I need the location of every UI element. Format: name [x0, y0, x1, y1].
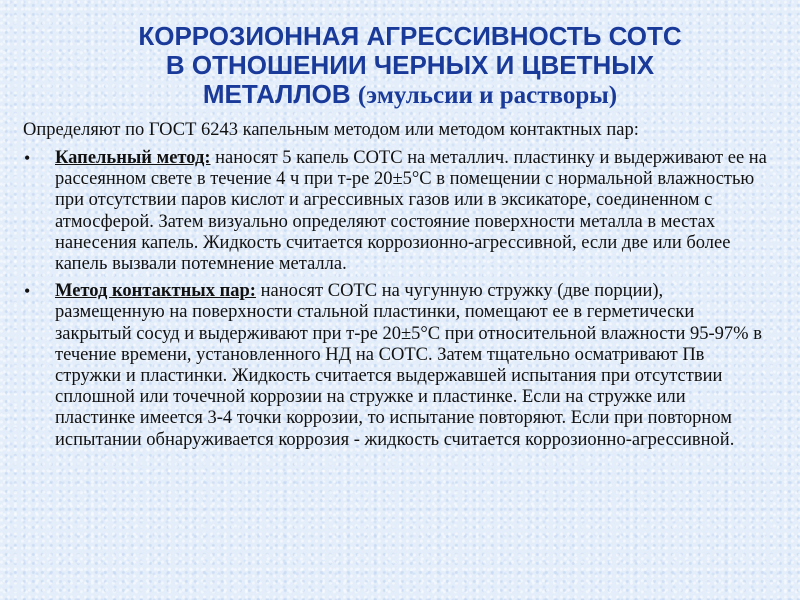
bullet-list [0, 148, 800, 457]
bullet-drop-method [0, 148, 800, 275]
title-line-1: КОРРОЗИОННАЯ АГРЕССИВНОСТЬ СОТС [138, 21, 682, 51]
title-line-3 [40, 80, 780, 110]
title-subtitle: (эмульсии и растворы) [357, 82, 618, 109]
bullet-contact-pairs-method [0, 281, 800, 451]
bullet-marker-icon: • [24, 281, 31, 302]
bullet-marker-icon: • [24, 148, 31, 168]
title-line-3-main: МЕТАЛЛОВ [202, 79, 351, 109]
title-line-2: В ОТНОШЕНИИ ЧЕРНЫХ И ЦВЕТНЫХ [165, 50, 655, 80]
bullet-body: наносят СОТС на чугунную стружку (две порции), размещенную на поверхности стальной пластинки, помещают ее в герметически закрытый сосуд и выдерживают при т-ре 20±5°С при относительной влажности 95-97% в течение времени, установленного НД на СОТС. Затем тщательно осматривают Пв стружки и пластинки. Жидкость считается выдержавшей испытания при отсутствии сплошной или точечной коррозии на стружке и пластинке. Если на стружке или пластинке имеется 3-4 точки коррозии, то испытание повторяют. Если при повторном испытании обнаруживается коррозия - жидкость считается коррозионно-агрессивной. [55, 281, 762, 450]
bullet-heading: Метод контактных пар: [55, 281, 256, 302]
bullet-body: наносят 5 капель СОТС на металлич. пластинку и выдерживают ее на рассеянном свете в течение 4 ч при т-ре 20±5°С в помещении с нормальной влажностью при отсутствии паров кислот и агрессивных газов или в эксикаторе, соединенном с атмосферой. Затем визуально определяют состояние поверхности металла в местах нанесения капель. Жидкость считается коррозионно-агрессивной, если две или более капель вызвали потемнение металла. [55, 148, 767, 275]
bullet-heading: Капельный метод: [55, 148, 211, 168]
slide-title [40, 22, 780, 110]
intro-text: Определяют по ГОСТ 6243 капельным методом или методом контактных пар: [23, 120, 639, 140]
